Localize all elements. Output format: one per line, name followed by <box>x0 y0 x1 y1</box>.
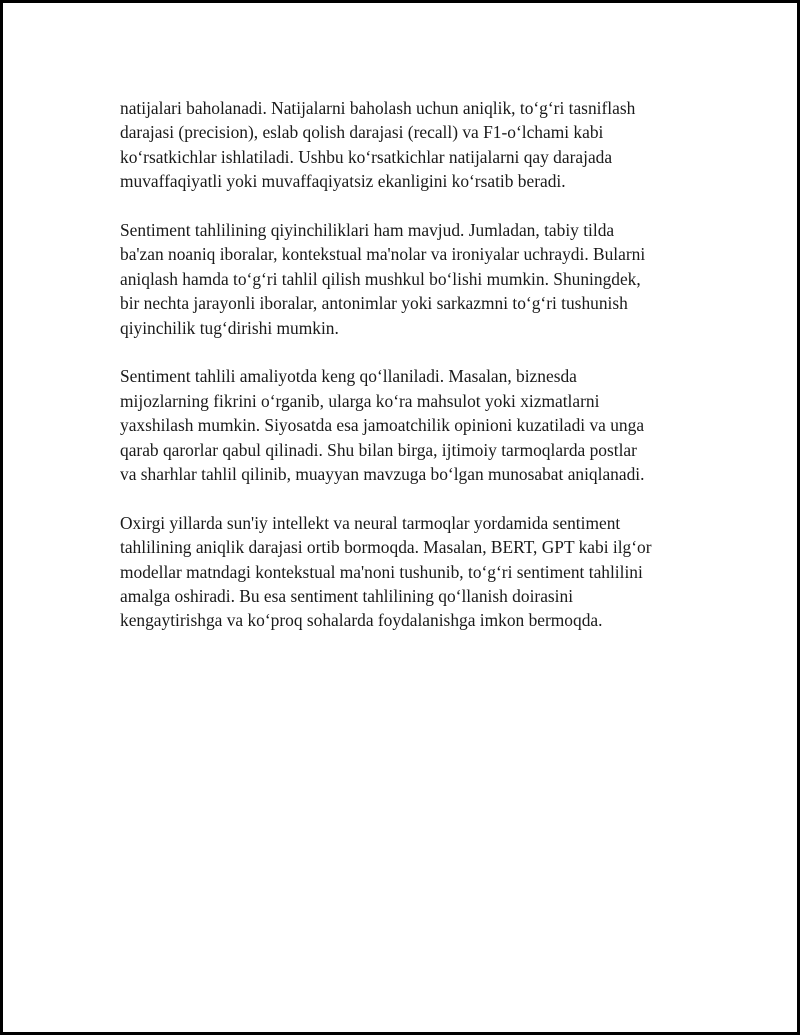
paragraph-challenges <box>120 218 720 340</box>
text-line: darajasi (precision), eslab qolish darajasi (recall) va F1-o‘lchami kabi <box>120 122 604 143</box>
text-line: tahlilining aniqlik darajasi ortib bormoqda. Masalan, BERT, GPT kabi ilg‘or <box>120 537 652 558</box>
text-line: Oxirgi yillarda sun'iy intellekt va neural tarmoqlar yordamida sentiment <box>120 512 621 533</box>
text-line: amalga oshiradi. Bu esa sentiment tahlilining qo‘llanish doirasini <box>120 586 574 607</box>
text-line: Sentiment tahlilining qiyinchiliklari ham mavjud. Jumladan, tabiy tilda <box>120 220 615 241</box>
text-line: qiyinchilik tug‘dirishi mumkin. <box>120 317 339 338</box>
paragraph-evaluation-metrics <box>120 96 720 194</box>
text-line: kengaytirishga va ko‘proq sohalarda foydalanishga imkon bermoqda. <box>120 610 603 631</box>
text-line: modellar matndagi kontekstual ma'noni tushunib, to‘g‘ri sentiment tahlilini <box>120 561 643 582</box>
text-line: mijozlarning fikrini o‘rganib, ularga ko‘ra mahsulot yoki xizmatlarni <box>120 390 600 411</box>
text-line: ko‘rsatkichlar ishlatiladi. Ushbu ko‘rsatkichlar natijalarni qay darajada <box>120 146 613 167</box>
text-line: qarab qarorlar qabul qilinadi. Shu bilan birga, ijtimoiy tarmoqlarda postlar <box>120 439 637 460</box>
text-line: natijalari baholanadi. Natijalarni baholash uchun aniqlik, to‘g‘ri tasniflash <box>120 98 636 118</box>
paragraph-applications <box>120 364 720 486</box>
text-line: Sentiment tahlili amaliyotda keng qo‘llaniladi. Masalan, biznesda <box>120 366 577 387</box>
document-body <box>120 96 720 657</box>
text-line: muvaffaqiyatli yoki muvaffaqiyatsiz ekanligini ko‘rsatib beradi. <box>120 171 566 192</box>
text-line: va sharhlar tahlil qilinib, muayyan mavzuga bo‘lgan munosabat aniqlanadi. <box>120 464 645 485</box>
text-line: aniqlash hamda to‘g‘ri tahlil qilish mushkul bo‘lishi mumkin. Shuningdek, <box>120 268 641 289</box>
paragraph-ai-models <box>120 511 720 633</box>
text-line: bir nechta jarayonli iboralar, antonimlar yoki sarkazmni to‘g‘ri tushunish <box>120 293 628 314</box>
text-line: ba'zan noaniq iboralar, kontekstual ma'nolar va ironiyalar uchraydi. Bularni <box>120 244 646 265</box>
text-line: yaxshilash mumkin. Siyosatda esa jamoatchilik opinioni kuzatiladi va unga <box>120 415 645 436</box>
